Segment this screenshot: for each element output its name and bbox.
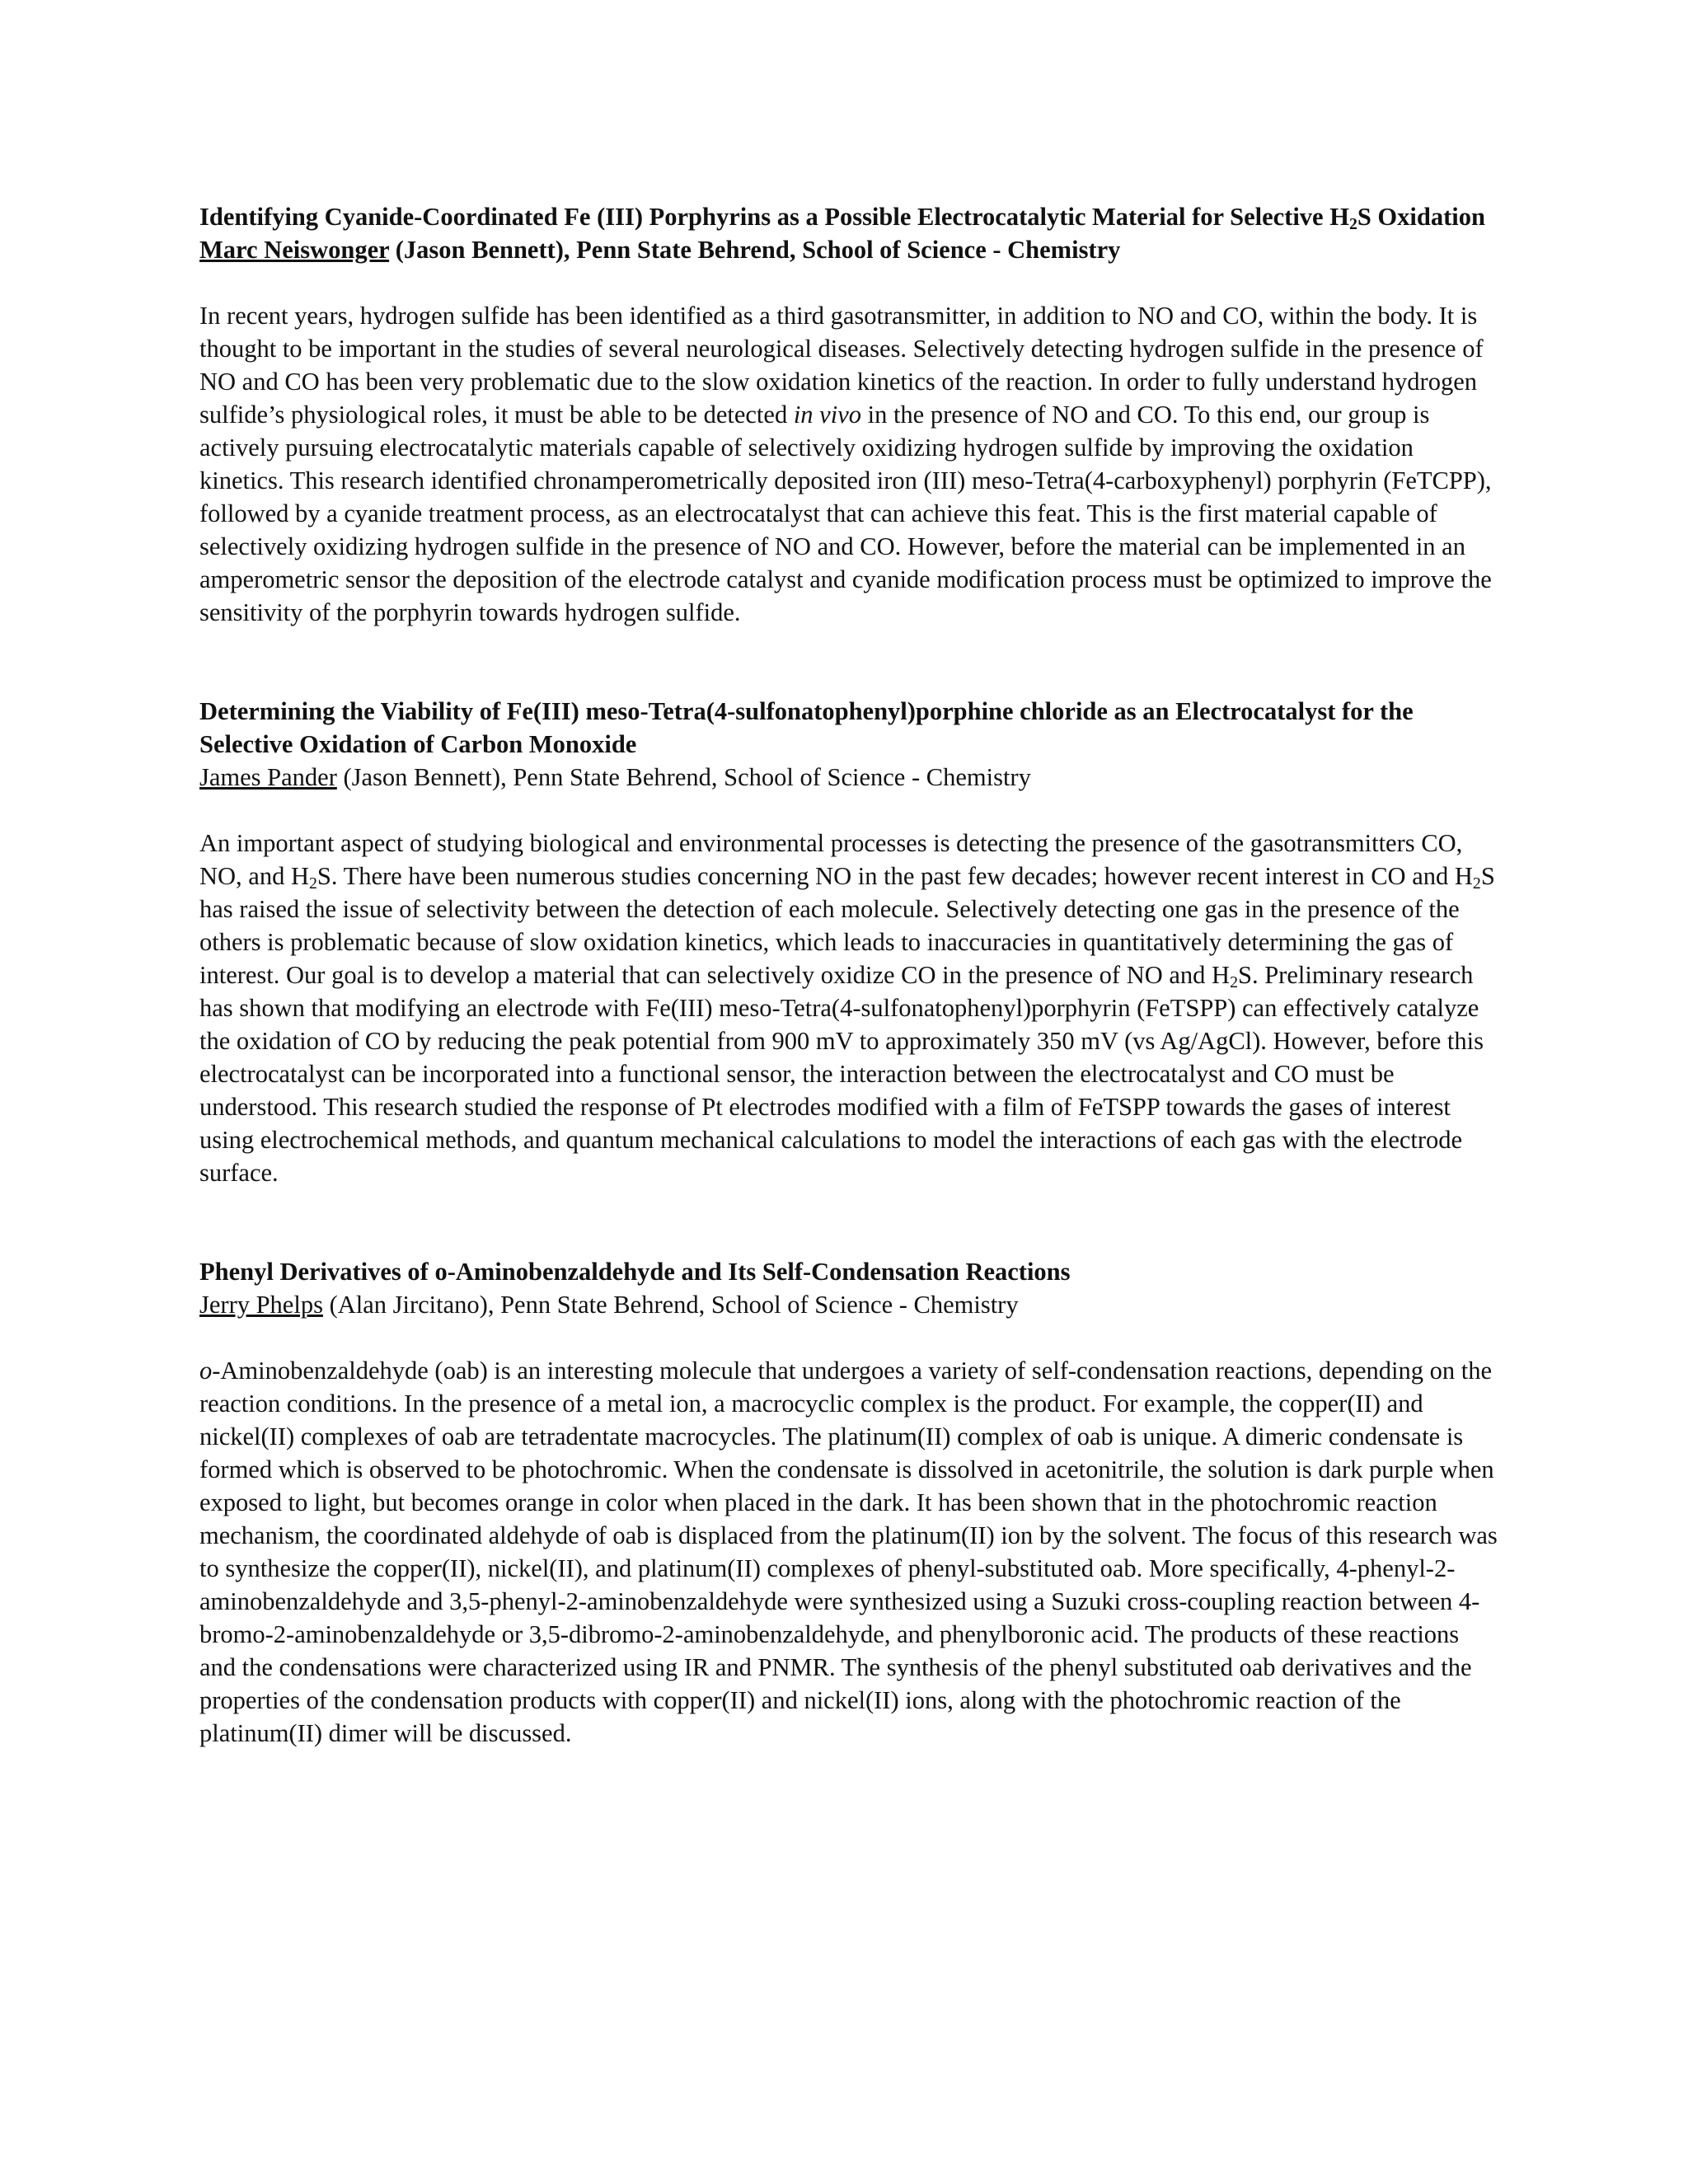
body-text: S. Preliminary research has shown that modifying an electrode with Fe(III) meso-Tetra(4-sulfonatophenyl)porphyrin (FeTSPP) can effectively catalyze the oxidation of CO by reducing the peak potential from 900 mV to approximately 350 mV (vs Ag/AgCl). However, before this electrocatalyst can be incorporated into a functional sensor, the interaction between the electrocatalyst and CO must be understood. This research studied the response of Pt electrodes modified with a film of FeTSPP towards the gases of interest using electrochemical methods, and quantum mechanical calculations to model the interactions of each gas with the electrode surface. bbox=[199, 961, 1484, 1187]
body-text: S. There have been numerous studies concerning NO in the past few decades; however recent interest in CO and H bbox=[316, 862, 1473, 890]
abstract-body bbox=[199, 299, 1498, 629]
abstract-2 bbox=[199, 695, 1498, 1189]
subscript: 2 bbox=[1230, 972, 1238, 991]
abstract-body bbox=[199, 827, 1498, 1189]
title-text: S Oxidation bbox=[1357, 203, 1485, 231]
body-text: In recent years, hydrogen sulfide has been identified as a third gasotransmitter, in addition to NO and CO, within the body. It is thought to be important in the studies of several neurological diseases. Selectively detecting hydrogen sulfide in the presence of NO and CO has been very problematic due to the slow oxidation kinetics of the reaction. In order to fully understand hydrogen sulfide’s physiological roles, it must be able to be detected bbox=[199, 302, 1484, 429]
abstract-1 bbox=[199, 200, 1498, 629]
author-name: Jerry Phelps bbox=[199, 1291, 323, 1319]
subscript: 2 bbox=[309, 874, 317, 893]
body-text: -Aminobenzaldehyde (oab) is an interesting molecule that undergoes a variety of self-condensation reactions, depending on the reaction conditions. In the presence of a metal ion, a macrocyclic complex is the product. For example, the copper(II) and nickel(II) complexes of oab are tetradentate macrocycles. The platinum(II) complex of oab is unique. A dimeric condensate is formed which is observed to be photochromic. When the condensate is dissolved in acetonitrile, the solution is dark purple when exposed to light, but becomes orange in color when placed in the dark. It has been shown that in the photochromic reaction mechanism, the coordinated aldehyde of oab is displaced from the platinum(II) ion by the solvent. The focus of this research was to synthesize the copper(II), nickel(II), and platinum(II) complexes of phenyl-substituted oab. More specifically, 4-phenyl-2-aminobenzaldehyde and 3,5-phenyl-2-aminobenzaldehyde were synthesized using a Suzuki cross-coupling reaction between 4-bromo-2-aminobenzaldehyde or 3,5-dibromo-2-aminobenzaldehyde, and phenylboronic acid. The products of these reactions and the condensations were characterized using IR and PNMR. The synthesis of the phenyl substituted oab derivatives and the properties of the condensation products with copper(II) and nickel(II) ions, along with the photochromic reaction of the platinum(II) dimer will be discussed. bbox=[199, 1357, 1498, 1747]
italic-text: o bbox=[199, 1357, 213, 1385]
italic-text: in vivo bbox=[793, 401, 861, 429]
abstract-title: Phenyl Derivatives of o-Aminobenzaldehyde and Its Self-Condensation Reactions bbox=[199, 1258, 1071, 1286]
title-text: Identifying Cyanide-Coordinated Fe (III) Porphyrins as a Possible Electrocatalytic Material for Selective H bbox=[199, 203, 1349, 231]
abstract-byline bbox=[199, 1288, 1498, 1321]
author-name: James Pander bbox=[199, 763, 337, 791]
abstract-3 bbox=[199, 1255, 1498, 1750]
abstract-title bbox=[199, 200, 1498, 233]
advisor-affiliation: (Alan Jircitano), Penn State Behrend, School of Science - Chemistry bbox=[322, 1291, 1019, 1319]
abstract-body bbox=[199, 1354, 1498, 1750]
document-page bbox=[199, 200, 1498, 1750]
advisor-affiliation: (Jason Bennett), Penn State Behrend, School of Science - Chemistry bbox=[389, 236, 1121, 264]
body-text: in the presence of NO and CO. To this end, our group is actively pursuing electrocatalytic materials capable of selectively oxidizing hydrogen sulfide by improving the oxidation kinetics. This research identified chronamperometrically deposited iron (III) meso-Tetra(4-carboxyphenyl) porphyrin (FeTCPP), followed by a cyanide treatment process, as an electrocatalyst that can achieve this feat. This is the first material capable of selectively oxidizing hydrogen sulfide in the presence of NO and CO. However, before the material can be implemented in an amperometric sensor the deposition of the electrode catalyst and cyanide modification process must be optimized to improve the sensitivity of the porphyrin towards hydrogen sulfide. bbox=[199, 401, 1492, 626]
abstract-byline bbox=[199, 233, 1498, 266]
subscript: 2 bbox=[1472, 874, 1481, 893]
advisor-affiliation: (Jason Bennett), Penn State Behrend, School of Science - Chemistry bbox=[336, 763, 1031, 791]
body-text: S has raised the issue of selectivity between the detection of each molecule. Selectively detecting one gas in the presence of the others is problematic because of slow oxidation kinetics, which leads to inaccuracies in quantitatively determining the gas of interest. Our goal is to develop a material that can selectively oxidize CO in the presence of NO and H bbox=[199, 862, 1495, 989]
author-name: Marc Neiswonger bbox=[199, 236, 390, 264]
abstract-title: Determining the Viability of Fe(III) meso-Tetra(4-sulfonatophenyl)porphine chloride as an Electrocatalyst for the Selective Oxidation of Carbon Monoxide bbox=[199, 697, 1414, 758]
body-text: An important aspect of studying biological and environmental processes is detecting the presence of the gasotransmitters CO, NO, and H bbox=[199, 829, 1463, 890]
abstract-byline bbox=[199, 761, 1498, 794]
subscript: 2 bbox=[1348, 214, 1357, 233]
